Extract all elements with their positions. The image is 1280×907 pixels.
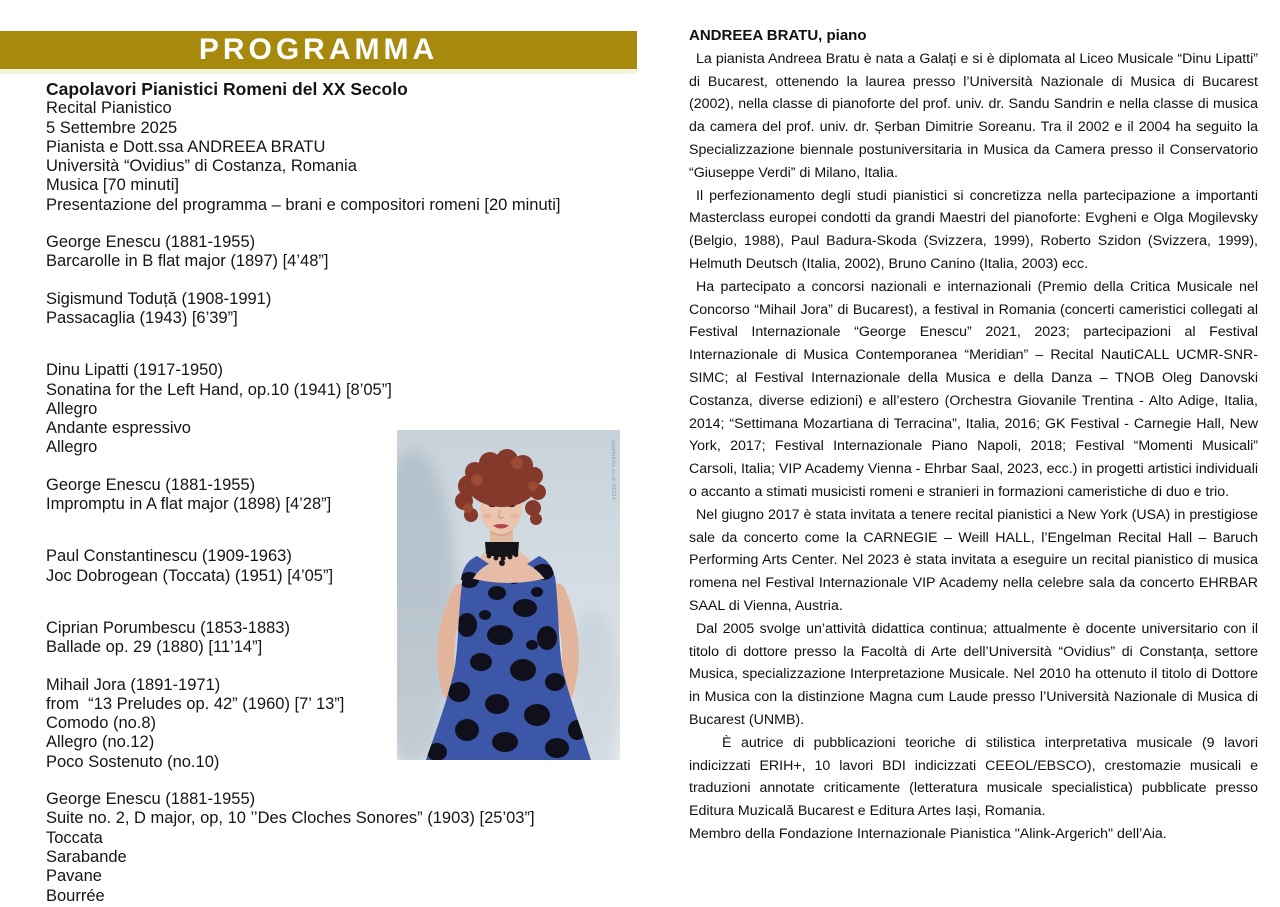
movement-line: Poco Sostenuto (no.10) (46, 752, 220, 771)
composer-line: George Enescu (1881-1955) (46, 790, 256, 809)
composer-line: George Enescu (1881-1955) (46, 475, 256, 494)
bio-paragraph: Ha partecipato a concorsi nazionali e internazionali (Premio della Critica Musicale nel Concorso “Mihail Jora” di Bucarest), a festival in Romania (concerti cameristici collegati al Festival Internazionale “George Enescu” 2021, 2023; partecipazioni al Festival Internazionale di Musica Contemporanea “Meridian” – Recital NautiCALL UCMR-SNR-SIMC; al Festival Internazionale della Musica e della Danza – TNOB Oleg Danovski Costanza, diverse edizioni) e all’estero (Orchestra Giovanile Trentina - Alto Adige, Italia, 2014; “Settimana Mozartiana di Terracina”, Italia, 2016; GK Festival - Carnegie Hall, New York, 2017; Festival Internazionale Piano Napoli, 2018; Festival “Momenti Musicali” Carsoli, Italia; VIP Academy Vienna - Ehrbar Saal, 2023, ecc.) in progetti artistici individuali o accanto a stimati musicisti romeni e stranieri in formazioni cameristiche di duo e trio. (689, 278, 1258, 500)
biography-heading: ANDREEA BRATU, piano (689, 27, 867, 44)
program-detail: 5 Settembre 2025 (46, 118, 178, 137)
bio-paragraph: Dal 2005 svolge un’attività didattica continua; attualmente è docente universitario con il titolo di dottore presso la Facoltà di Arte dell’Università “Ovidius” di Constanța, settore Musica, specializzazione Interpretazione Musicale. Nel 2010 ha ottenuto il titolo di Dottore in Musica con la distinzione Magna cum Laude presso l’Università Nazionale di Musica di Bucarest (UNMB). (689, 620, 1258, 728)
photo-credit: gvpstudios.co.uk ©2014 (610, 440, 616, 501)
bio-paragraph: Membro della Fondazione Internazionale Pianistica "Alink-Argerich" dell’Aia. (689, 825, 1167, 842)
movement-line: Allegro (46, 399, 98, 418)
piece-line: Passacaglia (1943) [6’39”] (46, 308, 238, 327)
program-detail: Pianista e Dott.ssa ANDREEA BRATU (46, 137, 326, 156)
biography-section (689, 25, 1258, 846)
movement-line: Allegro (no.12) (46, 733, 155, 752)
program-detail: Recital Pianistico (46, 99, 172, 118)
piece-line: Impromptu in A flat major (1898) [4’28”] (46, 495, 332, 514)
composer-line: Ciprian Porumbescu (1853-1883) (46, 618, 290, 637)
banner-underline (0, 69, 637, 74)
composer-line: George Enescu (1881-1955) (46, 233, 256, 252)
movement-line: Sarabande (46, 847, 127, 866)
composer-line: Dinu Lipatti (1917-1950) (46, 361, 224, 380)
program-detail: Musica [70 minuti] (46, 176, 179, 195)
program-block (46, 290, 631, 329)
bio-paragraph: La pianista Andreea Bratu è nata a Galați e si è diplomata al Liceo Musicale “Dinu Lipatti” di Bucarest, ottenendo la laurea presso l’Università Nazionale di Musica di Bucarest (2002), nella classe di pianoforte del prof. univ. dr. Sandu Sandrin e nella classe di musica da camera del prof. univ. dr. Șerban Dimitrie Soreanu. Tra il 2002 e il 2004 ha seguito la Specializzazione biennale postuniversitaria in Musica da Camera presso il Conservatorio “Giuseppe Verdi” di Milano, Italia. (689, 50, 1258, 181)
movement-line: Pavane (46, 867, 102, 886)
movement-line: Comodo (no.8) (46, 714, 157, 733)
piece-line: Sonatina for the Left Hand, op.10 (1941) [8’05”] (46, 380, 392, 399)
bio-paragraph: È autrice di pubblicazioni teoriche di stilistica interpretativa musicale (9 lavori indicizzati ERIH+, 10 lavori BDI indicizzati CEEOL/EBSCO), crestomazie musicali e traduzioni annotate criticamente (letteratura musicale specialistica) pubblicate presso Editura Muzicală Bucarest e Editura Artes Iași, Romania. (689, 734, 1258, 820)
movement-line: Toccata (46, 828, 103, 847)
programma-banner (0, 31, 637, 69)
program-detail: Università “Ovidius” di Costanza, Romania (46, 157, 357, 176)
bio-paragraph: Nel giugno 2017 è stata invitata a tenere recital pianistici a New York (USA) in prestigiose sale da concerto come la CARNEGIE – Weill HALL, l’Engelman Recital Hall – Baruch Performing Arts Center. Nel 2023 è stata invitata a eseguire un recital pianistico di musica romena nel Festival Internazionale VIP Academy nella celebre sala da concerto EHRBAR SAAL di Vienna, Austria. (689, 506, 1258, 614)
program-heading: Capolavori Pianistici Romeni del XX Secolo (46, 79, 408, 99)
movement-line: Andante espressivo (46, 419, 191, 438)
composer-line: Paul Constantinescu (1909-1963) (46, 547, 292, 566)
movement-line: Bourrée (46, 886, 105, 905)
piece-line: from “13 Preludes op. 42” (1960) [7’ 13”] (46, 694, 345, 713)
program-block (46, 233, 631, 272)
piece-line: Suite no. 2, D major, op, 10 ’’Des Cloches Sonores” (1903) [25’03”] (46, 809, 535, 828)
composer-line: Sigismund Toduță (1908-1991) (46, 289, 272, 308)
piece-line: Ballade op. 29 (1880) [11’14”] (46, 638, 263, 657)
piece-line: Barcarolle in B flat major (1897) [4’48”] (46, 252, 329, 271)
programma-title: PROGRAMMA (198, 33, 439, 66)
program-detail: Presentazione del programma – brani e compositori romeni [20 minuti] (46, 195, 561, 214)
piece-line: Joc Dobrogean (Toccata) (1951) [4’05”] (46, 566, 334, 585)
portrait-photo-svg (397, 430, 620, 760)
bio-paragraph: Il perfezionamento degli studi pianistici si concretizza nella partecipazione a importanti Masterclass europei condotti da grandi Maestri del pianoforte: Evgheni e Olga Mogilevsky (Belgio, 1988), Paul Badura-Skoda (Svizzera, 1999), Roberto Szidon (Svizzera, 1999), Helmuth Deutsch (Italia, 2002), Bruno Canino (Italia, 2003) ecc. (689, 187, 1258, 272)
program-block (46, 790, 631, 906)
composer-line: Mihail Jora (1891-1971) (46, 675, 221, 694)
pianist-portrait-photo (397, 430, 620, 760)
movement-line: Allegro (46, 438, 98, 457)
